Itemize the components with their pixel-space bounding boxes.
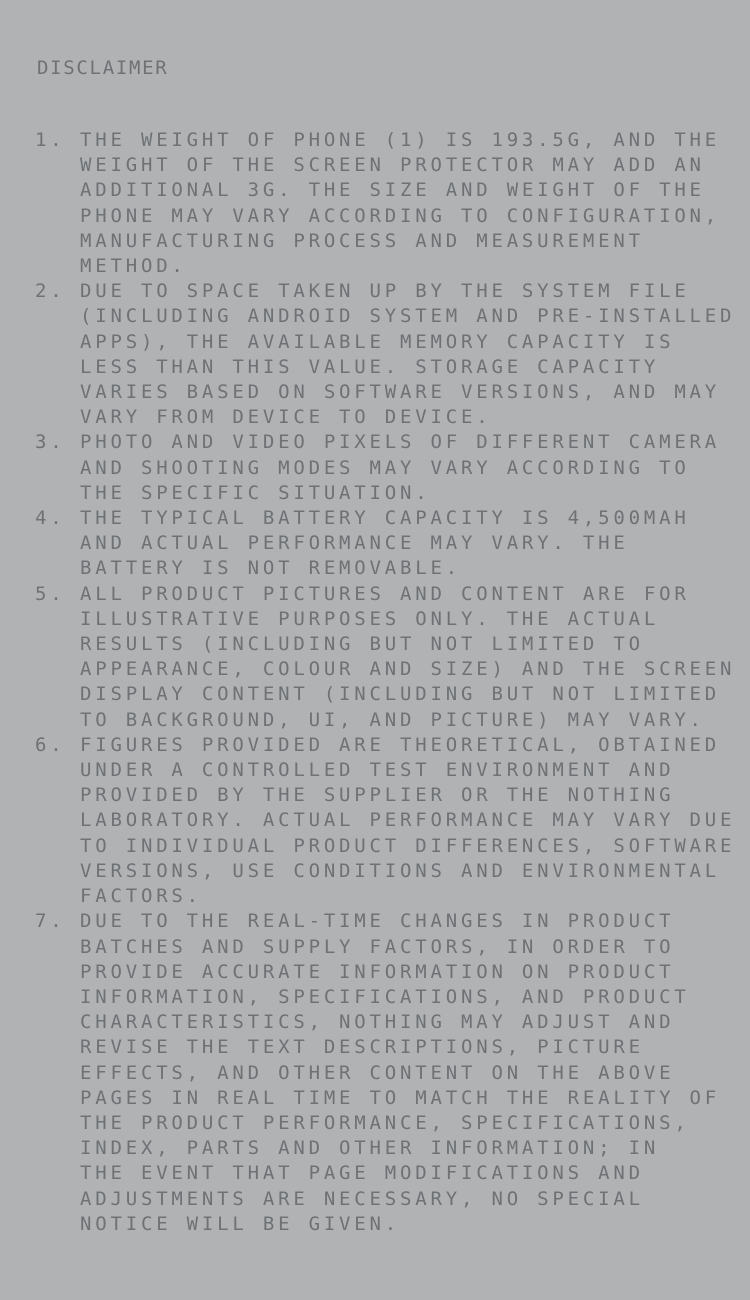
item-line: ADJUSTMENTS ARE NECESSARY, NO SPECIAL xyxy=(80,1187,644,1210)
page-title: DISCLAIMER xyxy=(37,57,169,79)
item-line: ILLUSTRATIVE PURPOSES ONLY. THE ACTUAL xyxy=(80,607,660,630)
item-line: CHARACTERISTICS, NOTHING MAY ADJUST AND xyxy=(80,1011,675,1034)
item-line: LESS THAN THIS VALUE. STORAGE CAPACITY xyxy=(80,355,660,378)
item-line: (INCLUDING ANDROID SYSTEM AND PRE-INSTALLED xyxy=(80,305,736,328)
item-line: INFORMATION, SPECIFICATIONS, AND PRODUCT xyxy=(80,985,690,1008)
list-item xyxy=(35,128,750,279)
item-line: PHOTO AND VIDEO PIXELS OF DIFFERENT CAMERA xyxy=(80,431,721,454)
item-lines xyxy=(80,506,750,582)
item-line: THE PRODUCT PERFORMANCE, SPECIFICATIONS, xyxy=(80,1111,690,1134)
item-line: ADDITIONAL 3G. THE SIZE AND WEIGHT OF THE xyxy=(80,179,705,202)
item-line: AND SHOOTING MODES MAY VARY ACCORDING TO xyxy=(80,456,690,479)
item-line: FACTORS. xyxy=(80,885,202,908)
item-line: PROVIDED BY THE SUPPLIER OR THE NOTHING xyxy=(80,784,675,807)
item-line: APPS), THE AVAILABLE MEMORY CAPACITY IS xyxy=(80,330,675,353)
item-line: PHONE MAY VARY ACCORDING TO CONFIGURATION, xyxy=(80,204,721,227)
item-line: METHOD. xyxy=(80,255,187,278)
item-line: THE SPECIFIC SITUATION. xyxy=(80,481,431,504)
item-line: LABORATORY. ACTUAL PERFORMANCE MAY VARY DUE xyxy=(80,809,736,832)
item-number: 2. xyxy=(35,280,66,303)
item-line: FIGURES PROVIDED ARE THEORETICAL, OBTAINED xyxy=(80,733,721,756)
item-line: EFFECTS, AND OTHER CONTENT ON THE ABOVE xyxy=(80,1061,675,1084)
item-line: VERSIONS, USE CONDITIONS AND ENVIRONMENTAL xyxy=(80,859,721,882)
item-line: VARIES BASED ON SOFTWARE VERSIONS, AND MAY xyxy=(80,381,721,404)
item-line: MANUFACTURING PROCESS AND MEASUREMENT xyxy=(80,229,644,252)
item-line: PROVIDE ACCURATE INFORMATION ON PRODUCT xyxy=(80,960,675,983)
item-line: THE WEIGHT OF PHONE (1) IS 193.5G, AND THE xyxy=(80,129,721,151)
item-line: REVISE THE TEXT DESCRIPTIONS, PICTURE xyxy=(80,1036,644,1059)
item-number: 4. xyxy=(35,507,66,530)
item-number: 7. xyxy=(35,910,66,933)
item-number: 1. xyxy=(35,129,66,151)
item-line: RESULTS (INCLUDING BUT NOT LIMITED TO xyxy=(80,633,644,656)
item-line: BATTERY IS NOT REMOVABLE. xyxy=(80,557,461,580)
item-line: WEIGHT OF THE SCREEN PROTECTOR MAY ADD AN xyxy=(80,154,705,177)
list-item xyxy=(35,909,750,1237)
item-line: PAGES IN REAL TIME TO MATCH THE REALITY OF xyxy=(80,1086,721,1109)
list-item xyxy=(35,506,750,582)
list-item xyxy=(35,279,750,430)
item-number: 5. xyxy=(35,582,66,605)
item-line: THE TYPICAL BATTERY CAPACITY IS 4,500MAH xyxy=(80,507,690,530)
item-line: THE EVENT THAT PAGE MODIFICATIONS AND xyxy=(80,1162,644,1185)
item-lines xyxy=(80,430,750,506)
item-number: 3. xyxy=(35,431,66,454)
list-item xyxy=(35,430,750,506)
list-item xyxy=(35,582,750,733)
item-line: ALL PRODUCT PICTURES AND CONTENT ARE FOR xyxy=(80,582,690,605)
item-lines xyxy=(80,279,750,430)
item-lines xyxy=(80,909,750,1237)
item-line: DISPLAY CONTENT (INCLUDING BUT NOT LIMITED xyxy=(80,683,721,706)
item-number: 6. xyxy=(35,733,66,756)
item-lines xyxy=(80,733,750,909)
item-line: INDEX, PARTS AND OTHER INFORMATION; IN xyxy=(80,1137,660,1160)
item-line: DUE TO SPACE TAKEN UP BY THE SYSTEM FILE xyxy=(80,280,690,303)
item-line: UNDER A CONTROLLED TEST ENVIRONMENT AND xyxy=(80,759,675,782)
item-line: VARY FROM DEVICE TO DEVICE. xyxy=(80,406,492,429)
item-line: TO BACKGROUND, UI, AND PICTURE) MAY VARY. xyxy=(80,708,705,731)
list-item xyxy=(35,733,750,909)
item-line: TO INDIVIDUAL PRODUCT DIFFERENCES, SOFTWARE xyxy=(80,834,736,857)
item-line: BATCHES AND SUPPLY FACTORS, IN ORDER TO xyxy=(80,935,675,958)
item-line: DUE TO THE REAL-TIME CHANGES IN PRODUCT xyxy=(80,910,675,933)
item-lines xyxy=(80,582,750,733)
item-line: AND ACTUAL PERFORMANCE MAY VARY. THE xyxy=(80,532,629,555)
item-lines xyxy=(80,128,750,279)
item-line: APPEARANCE, COLOUR AND SIZE) AND THE SCREEN xyxy=(80,658,736,681)
disclaimer-list xyxy=(35,128,750,1237)
item-line: NOTICE WILL BE GIVEN. xyxy=(80,1212,401,1235)
